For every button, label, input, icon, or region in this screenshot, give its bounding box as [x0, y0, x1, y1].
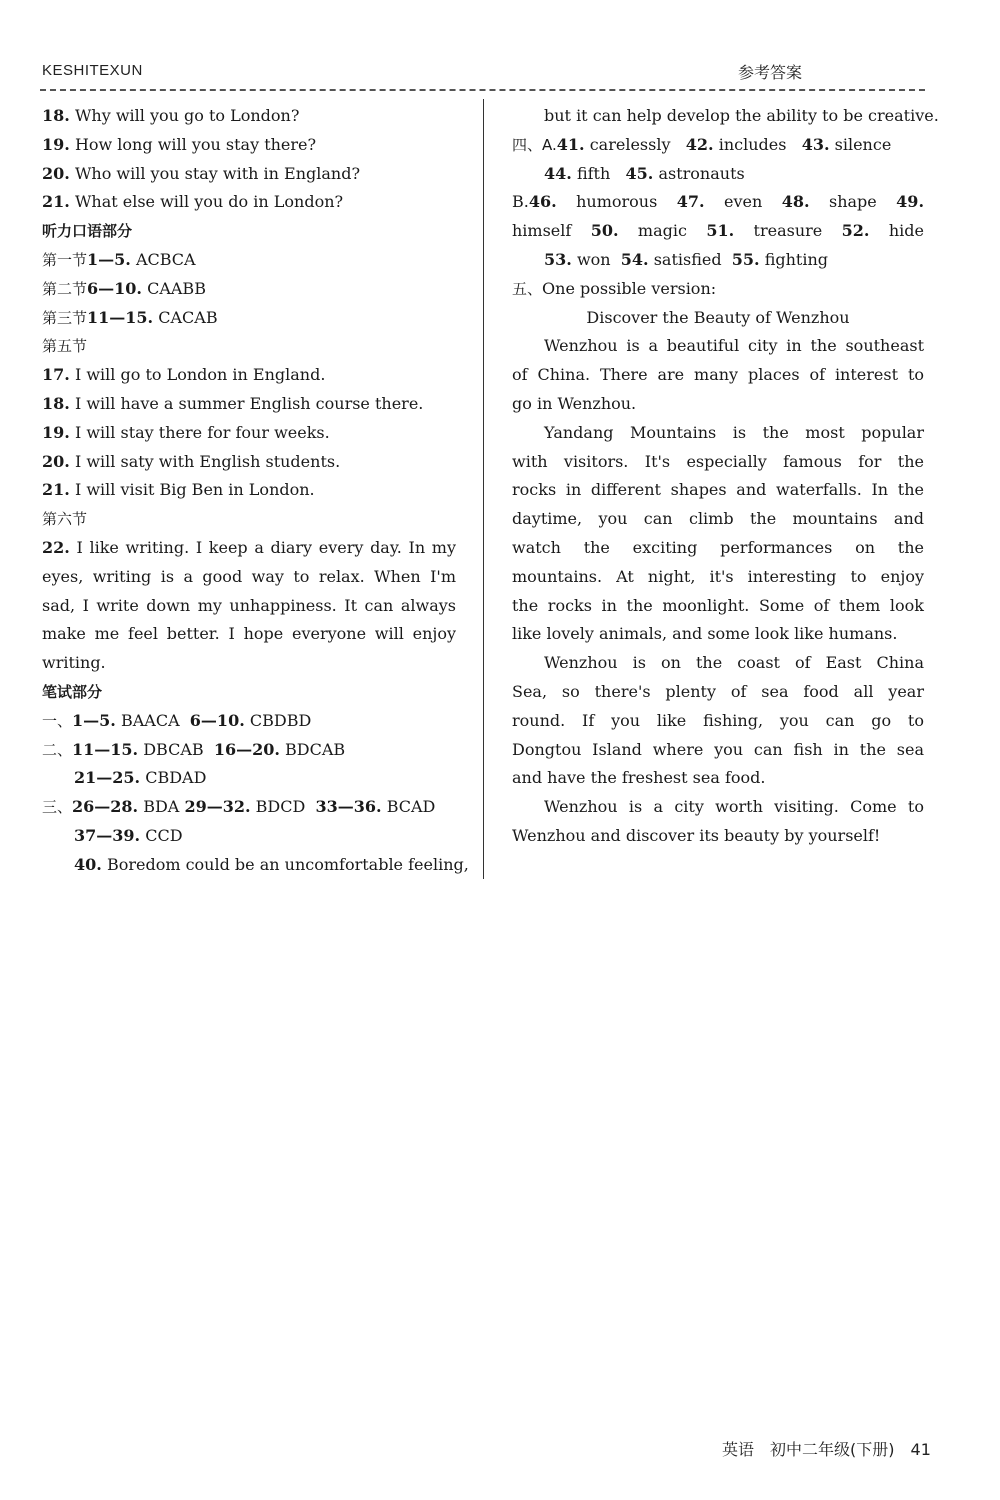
written-heading: 笔试部分	[42, 682, 103, 701]
section-1-answers: 第一节1—5. ACBCA	[42, 249, 196, 269]
essay-line-10: the rocks in the moonlight. Some of them look	[512, 595, 924, 615]
listening-heading: 听力口语部分	[42, 222, 133, 241]
page-number: 41	[910, 1440, 931, 1459]
section-6-heading: 第六节	[42, 510, 88, 529]
essay-line-2: of China. There are many places of interest to	[512, 365, 924, 385]
question-18: 18. Why will you go to London?	[42, 106, 300, 125]
page-footer	[722, 1437, 947, 1460]
essay-line-7: daytime, you can climb the mountains and	[512, 509, 924, 529]
column-divider	[483, 99, 484, 879]
essay-title: Discover the Beauty of Wenzhou	[586, 307, 850, 327]
footer-subject: 英语	[722, 1440, 755, 1459]
essay-line-12: Wenzhou is on the coast of East China	[544, 653, 924, 673]
answer-22-line-3: sad, I write down my unhappiness. It can always	[42, 595, 456, 615]
right-column	[512, 102, 939, 851]
answer-22-line-2: eyes, writing is a good way to relax. When I'm	[42, 566, 456, 586]
essay-line-8: watch the exciting performances on the	[512, 537, 924, 557]
section-3-answers: 第三节11—15. CACAB	[42, 307, 218, 327]
essay-line-9: mountains. At night, it's interesting to enjoy	[512, 566, 924, 586]
essay-line-11: like lovely animals, and some look like humans.	[512, 624, 898, 644]
part-4b-line-2: himself 50. magic 51. treasure 52. hide	[512, 221, 924, 241]
part-2-answers-cont: 21—25. CBDAD	[74, 768, 207, 788]
section-5-heading: 第五节	[42, 337, 88, 356]
part-1-answers: 一、1—5. BAACA 6—10. CBDBD	[42, 710, 312, 730]
essay-line-3: go in Wenzhou.	[512, 393, 637, 413]
part-3-answers-cont: 37—39. CCD	[74, 825, 183, 845]
essay-line-15: Dongtou Island where you can fish in the sea	[512, 739, 924, 759]
left-column	[42, 102, 469, 880]
part-4a-line-1: 四、A.41. carelessly 42. includes 43. silence	[512, 134, 892, 154]
essay-line-13: Sea, so there's plenty of sea food all year	[512, 681, 924, 701]
answer-22-line-4: make me feel better. I hope everyone will enjoy	[42, 624, 456, 644]
part-4a-line-2: 44. fifth 45. astronauts	[544, 163, 745, 183]
header-divider	[40, 89, 925, 91]
essay-line-18: Wenzhou and discover its beauty by yourself!	[512, 825, 881, 845]
answer-21: 21. I will visit Big Ben in London.	[42, 480, 315, 500]
answer-22-line-1: 22. I like writing. I keep a diary every day. In my	[42, 537, 456, 557]
essay-line-14: round. If you like fishing, you can go to	[512, 710, 924, 730]
section-2-answers: 第二节6—10. CAABB	[42, 278, 206, 298]
question-20: 20. Who will you stay with in England?	[42, 163, 361, 183]
answer-17: 17. I will go to London in England.	[42, 365, 326, 385]
answer-40-cont: but it can help develop the ability to be creative.	[544, 106, 939, 125]
part-4b-line-3: 53. won 54. satisfied 55. fighting	[544, 249, 828, 269]
answer-22-line-5: writing.	[42, 653, 106, 673]
header-title: 参考答案	[738, 63, 803, 82]
essay-line-1: Wenzhou is a beautiful city in the southeast	[544, 336, 924, 356]
answer-18: 18. I will have a summer English course there.	[42, 393, 424, 413]
answer-20: 20. I will saty with English students.	[42, 451, 341, 471]
part-2-answers: 二、11—15. DBCAB 16—20. BDCAB	[42, 739, 346, 759]
part-4b-line-1: B.46. humorous 47. even 48. shape 49.	[512, 192, 925, 212]
essay-line-16: and have the freshest sea food.	[512, 768, 766, 788]
essay-line-4: Yandang Mountains is the most popular	[544, 422, 924, 442]
question-21: 21. What else will you do in London?	[42, 192, 344, 212]
answer-19: 19. I will stay there for four weeks.	[42, 422, 330, 442]
essay-line-17: Wenzhou is a city worth visiting. Come to	[544, 797, 924, 817]
part-5-intro: 五、One possible version:	[512, 278, 717, 298]
answer-40: 40. Boredom could be an uncomfortable feeling,	[74, 854, 469, 874]
question-19: 19. How long will you stay there?	[42, 134, 317, 154]
footer-grade: 初中二年级(下册)	[770, 1440, 895, 1459]
header-brand: KESHITEXUN	[42, 62, 143, 79]
essay-line-5: with visitors. It's especially famous for the	[512, 451, 924, 471]
part-3-answers: 三、26—28. BDA 29—32. BDCD 33—36. BCAD	[42, 797, 436, 817]
essay-line-6: rocks in different shapes and waterfalls. In the	[512, 480, 924, 500]
